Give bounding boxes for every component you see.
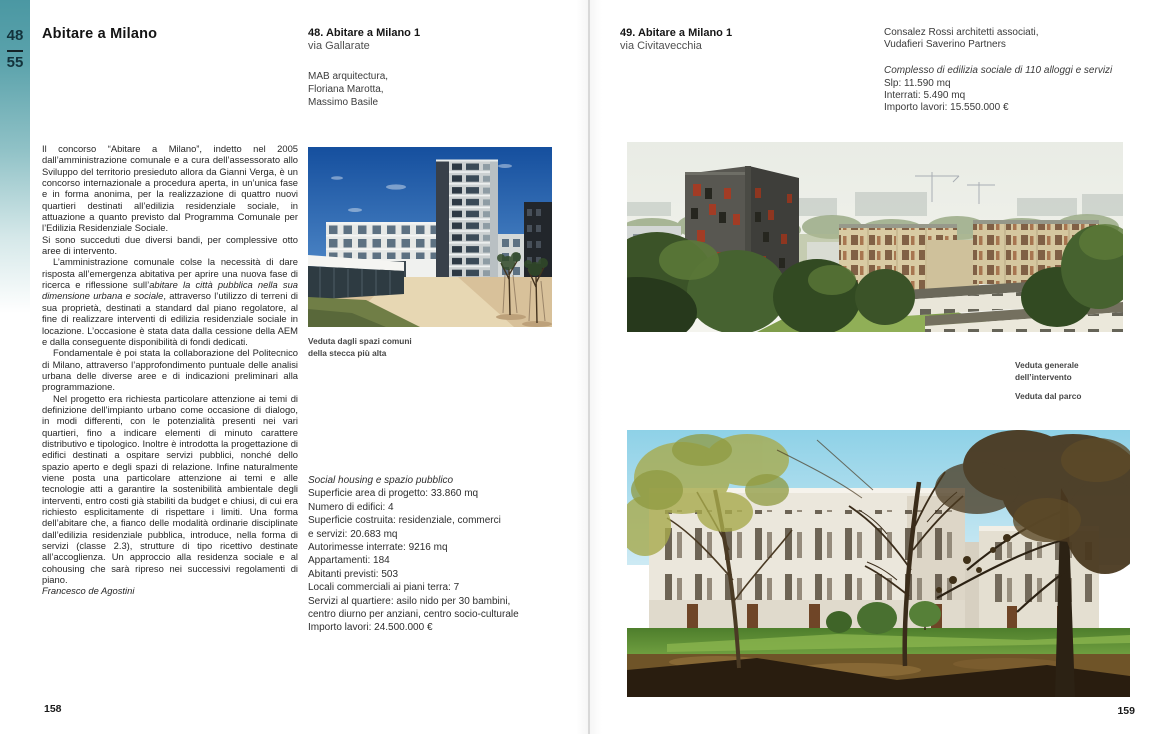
page-gutter	[588, 0, 590, 734]
architect-line: MAB arquitectura,	[308, 71, 389, 82]
data-line: Importo lavori: 24.500.000 €	[308, 622, 433, 634]
caption-line: Veduta dagli spazi comuni	[308, 336, 412, 346]
data-line: Abitanti previsti: 503	[308, 568, 399, 580]
essay-column	[42, 143, 298, 597]
project-49-data-title: Complesso di edilizia sociale di 110 alloggi e servizi	[884, 65, 1113, 77]
essay-paragraph-4: Fondamentale è poi stata la collaborazione del Politecnico di Milano, attraverso l’approfondimento puntuale delle analisi urbana delle diverse aree e di indicazioni preliminari alla programmazione.	[42, 347, 298, 393]
data-line: Importo lavori: 15.550.000 €	[884, 102, 1009, 114]
caption-line: della stecca più alta	[308, 347, 387, 358]
data-line: Numero di edifici: 4	[308, 501, 394, 513]
index-number-top: 48	[6, 27, 24, 44]
photo-49-caption-1	[1015, 360, 1135, 383]
photo-49-general-view	[627, 142, 1123, 332]
section-title: Abitare a Milano	[42, 26, 158, 42]
data-line: Superficie area di progetto: 33.860 mq	[308, 488, 479, 500]
project-48-title: 48. Abitare a Milano 1	[308, 27, 421, 39]
index-tab	[0, 0, 30, 330]
data-line: Superficie costruita: residenziale, commerci	[308, 515, 501, 527]
glass-pavilion	[308, 255, 404, 300]
project-48-header	[308, 27, 552, 53]
essay-p3-italic: abitare la città pubblica nella sua dimensione urbana e sociale	[42, 279, 298, 302]
data-line: Appartamenti: 184	[308, 555, 390, 567]
page-number-right: 159	[1117, 705, 1135, 717]
project-49-title: 49. Abitare a Milano 1	[620, 27, 733, 39]
project-48-street: via Gallarate	[308, 40, 370, 52]
photo-48-caption	[308, 336, 508, 359]
project-48-architects	[308, 71, 552, 109]
data-line: Interrati: 5.490 mq	[884, 89, 966, 101]
photo-49-top-illustration	[627, 142, 1123, 332]
essay-p3-pre: L’amministrazione comunale colse la necessità di dare risposta all’emergenza abitativa per aprire una nuova fase di ricerca e riflessione sull’	[42, 256, 298, 291]
architect-line: Floriana Marotta,	[308, 83, 384, 95]
photo-48-gallarate	[308, 147, 552, 327]
data-line: Locali commerciali ai piani terra: 7	[308, 582, 460, 594]
data-line: Slp: 11.590 mq	[884, 77, 951, 89]
index-number-bottom: 55	[6, 54, 24, 71]
caption-line: Veduta generale	[1015, 360, 1079, 370]
essay-p3-post: , attraverso l’utilizzo di terreni di sua proprietà, destinati a standard dal piano regolatore, al fine di realizzare interventi di edilizia residenziale sociale in locazione. L’occasione è stata data dalla cessione della AEM e dalla conseguente disponibilità di fondi dedicati.	[42, 290, 298, 347]
essay-paragraph-1: Il concorso “Abitare a Milano”, indetto nel 2005 dall’amministrazione comunale e a cura dell’assessorato allo Sviluppo del territorio presieduto allora da Gianni Verga, è un concorso internazionale a procedura aperta, in un’unica fase e in forma anonima, per la realizzazione di quattro nuovi quartieri destinati all’edilizia residenziale sociale, in attuazione a quanto previsto dal Programma Comunale per l’Edilizia Residenziale Sociale.	[42, 143, 298, 234]
photo-48-illustration	[308, 147, 552, 327]
index-divider	[7, 50, 23, 52]
architect-line: Vudafieri Saverino Partners	[884, 39, 1006, 51]
project-49-info	[884, 27, 1134, 114]
essay-paragraph-3	[42, 256, 298, 347]
caption-line: dell’intervento	[1015, 371, 1072, 382]
architect-line: Massimo Basile	[308, 96, 379, 108]
architect-line: Consalez Rossi architetti associati,	[884, 27, 1039, 38]
project-49-street: via Civitavecchia	[620, 40, 702, 52]
data-line: Autorimesse interrate: 9216 mq	[308, 542, 448, 554]
data-line: e servizi: 20.683 mq	[308, 528, 398, 540]
essay-author: Francesco de Agostini	[42, 585, 135, 597]
tower	[436, 160, 498, 280]
leaf-ground	[627, 654, 1130, 697]
data-line: centro diurno per anziani, centro socio-culturale	[308, 609, 519, 621]
essay-paragraph-5: Nel progetto era richiesta particolare attenzione ai temi di definizione dell’impianto urbano come occasione di dialogo, in modi differenti, con le potenzialità presenti nei vari quartieri, fino a indicare elementi di minuto carattere distributivo e tipologico. Inoltre è introdotta la progettazione di edifici destinati a ospitare servizi pubblici, nonché dello spazio aperto e degli spazi di relazione. Infine naturalmente viene posta una particolare attenzione ai temi e alle tecnologie atti a garantire la sostenibilità ambientale degli interventi, entro costi già stabiliti da budget e chiusi, di cui era richiesto esplicitamente di rispettare i limiti. Una forma dell’abitare che, a fianco delle modalità ordinarie disciplinate dall’edilizia residenziale pubblica, introduce, nella forma di servizi (classe 2.3), strutture di tipo ricettivo destinate all’accoglienza. Un approccio alla residenza sociale e al cohousing che sarà ripreso nei successivi regolamenti di piano.	[42, 392, 298, 586]
photo-49-park-view	[627, 430, 1130, 697]
page-number-left: 158	[44, 703, 62, 715]
project-49-header	[620, 27, 860, 53]
photo-49-bottom-illustration	[627, 430, 1130, 697]
essay-paragraph-2: Si sono succeduti due diversi bandi, per complessive otto aree di intervento.	[42, 233, 298, 257]
data-line: Servizi al quartiere: asilo nido per 30 bambini,	[308, 595, 511, 607]
photo-49-caption-2	[1015, 391, 1135, 403]
project-48-data-title: Social housing e spazio pubblico	[308, 475, 454, 486]
caption-line: Veduta dal parco	[1015, 391, 1082, 401]
project-48-data	[308, 474, 560, 635]
